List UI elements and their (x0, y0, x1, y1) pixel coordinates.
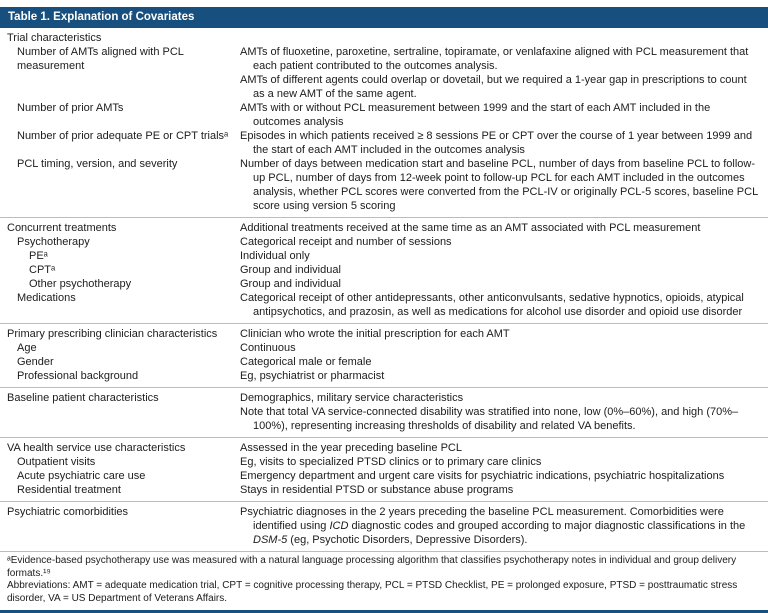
description-paragraph: Categorical receipt of other antidepressants, other anticonvulsants, sedative hypnotics, opioids, atypical antipsychotics, and prazosin, as well as medications for alcohol use disorder and opioid use disorder (240, 292, 744, 318)
row-label: PCL timing, version, and severity (17, 158, 178, 170)
table-row (0, 157, 768, 213)
row-description (240, 391, 768, 433)
table-row (0, 455, 768, 469)
table-section (0, 502, 768, 552)
table-row (0, 355, 768, 369)
footnote-evidence-based: ᵃEvidence-based psychotherapy use was measured with a natural language processing algorithm that classifies psychotherapy notes in individual and group delivery formats.¹⁹ (7, 555, 737, 579)
description-paragraph: Number of days between medication start and baseline PCL, number of days from baseline PCL to follow-up PCL, number of days from 12-week point to follow-up PCL for each AMT included in the outcomes analysis, whether PCL scores were converted from the PCL-IV or originally PCL-5 scores, baseline PCL score using version 5 scoring (240, 158, 758, 212)
table-section (0, 218, 768, 324)
table-section (0, 324, 768, 388)
table-row (0, 369, 768, 383)
row-label: Baseline patient characteristics (7, 392, 159, 404)
table-section (0, 388, 768, 438)
table-row (0, 469, 768, 483)
row-description (240, 355, 768, 369)
table-row (0, 483, 768, 497)
description-paragraph: Stays in residential PTSD or substance abuse programs (240, 484, 514, 496)
description-paragraph: Individual only (240, 250, 310, 262)
table-row (0, 441, 768, 455)
description-paragraph: Emergency department and urgent care visits for psychiatric indications, psychiatric hospitalizations (240, 470, 725, 482)
row-label: CPTᵃ (29, 264, 56, 276)
row-label: Outpatient visits (17, 456, 96, 468)
row-description (240, 369, 768, 383)
row-label: Number of AMTs aligned with PCL measurement (17, 46, 184, 72)
row-description (240, 101, 768, 129)
table-row (0, 45, 768, 101)
row-description (240, 45, 768, 101)
table-row (0, 221, 768, 235)
description-paragraph: AMTs of fluoxetine, paroxetine, sertraline, topiramate, or venlafaxine aligned with PCL measurement that each patient contributed to the outcomes analysis. (240, 46, 749, 72)
row-description (240, 291, 768, 319)
description-paragraph: Demographics, military service characteristics (240, 392, 464, 404)
row-label: Professional background (17, 370, 139, 382)
row-description (240, 235, 768, 249)
table-row (0, 249, 768, 263)
description-paragraph: Categorical receipt and number of sessions (240, 236, 452, 248)
row-description (240, 129, 768, 157)
description-paragraph: Clinician who wrote the initial prescription for each AMT (240, 328, 510, 340)
description-paragraph: Psychiatric diagnoses in the 2 years preceding the baseline PCL measurement. Comorbidities were identified using ICD diagnostic codes and grouped according to major diagnostic classifications in the DSM-5 (eg, Psychotic Disorders, Depressive Disorders). (240, 506, 746, 546)
row-label: PEᵃ (29, 250, 48, 262)
row-description (240, 263, 768, 277)
row-label: Other psychotherapy (29, 278, 132, 290)
table-row (0, 31, 768, 45)
row-description (240, 249, 768, 263)
row-label: Concurrent treatments (7, 222, 117, 234)
row-description (240, 341, 768, 355)
description-paragraph: Episodes in which patients received ≥ 8 sessions PE or CPT over the course of 1 year between 1999 and the start of each AMT included in the outcomes analysis (240, 130, 753, 156)
row-description (240, 327, 768, 341)
description-paragraph: Categorical male or female (240, 356, 372, 368)
table-row (0, 505, 768, 547)
table-row (0, 235, 768, 249)
table-title-bar (0, 7, 768, 28)
row-label: Residential treatment (17, 484, 121, 496)
description-paragraph: Note that total VA service-connected disability was stratified into none, low (0%–60%), and high (70%–100%), representing increasing thresholds of disability and related VA benefits. (240, 406, 739, 432)
row-description (240, 221, 768, 235)
description-paragraph: Continuous (240, 342, 296, 354)
row-label: VA health service use characteristics (7, 442, 186, 454)
row-label: Psychiatric comorbidities (7, 506, 129, 518)
description-paragraph: Eg, visits to specialized PTSD clinics or to primary care clinics (240, 456, 542, 468)
description-paragraph: AMTs of different agents could overlap or dovetail, but we required a 1-year gap in prescriptions to count as a new AMT of the same agent. (240, 74, 747, 100)
row-label: Psychotherapy (17, 236, 90, 248)
row-description (240, 455, 768, 469)
table-row (0, 101, 768, 129)
table-row (0, 391, 768, 433)
footnote-abbreviations: Abbreviations: AMT = adequate medication trial, CPT = cognitive processing therapy, PCL = PTSD Checklist, PE = prolonged exposure, PTSD = posttraumatic stress disorder, VA = US Department of Veterans Affairs. (7, 580, 738, 604)
description-paragraph: Group and individual (240, 264, 341, 276)
row-description (240, 469, 768, 483)
description-paragraph: Assessed in the year preceding baseline PCL (240, 442, 462, 454)
description-paragraph: Eg, psychiatrist or pharmacist (240, 370, 385, 382)
table-section (0, 438, 768, 502)
table-body (0, 28, 768, 552)
row-label: Number of prior adequate PE or CPT trialsᵃ (17, 130, 229, 142)
table-title: Table 1. Explanation of Covariates (8, 11, 195, 23)
table-section (0, 28, 768, 218)
description-paragraph: Group and individual (240, 278, 341, 290)
row-label: Age (17, 342, 37, 354)
table-row (0, 129, 768, 157)
description-paragraph: Additional treatments received at the same time as an AMT associated with PCL measurement (240, 222, 701, 234)
row-description (240, 277, 768, 291)
table-row (0, 291, 768, 319)
row-label: Gender (17, 356, 54, 368)
table-row (0, 277, 768, 291)
table-row (0, 263, 768, 277)
row-description (240, 483, 768, 497)
row-description (240, 157, 768, 213)
row-label: Primary prescribing clinician characteristics (7, 328, 218, 340)
table-row (0, 327, 768, 341)
row-label: Trial characteristics (7, 32, 102, 44)
row-label: Acute psychiatric care use (17, 470, 146, 482)
row-label: Medications (17, 292, 76, 304)
row-description (240, 505, 768, 547)
row-description (240, 441, 768, 455)
table-row (0, 341, 768, 355)
description-paragraph: AMTs with or without PCL measurement between 1999 and the start of each AMT included in the outcomes analysis (240, 102, 711, 128)
table-footnotes (0, 552, 768, 613)
row-label: Number of prior AMTs (17, 102, 124, 114)
